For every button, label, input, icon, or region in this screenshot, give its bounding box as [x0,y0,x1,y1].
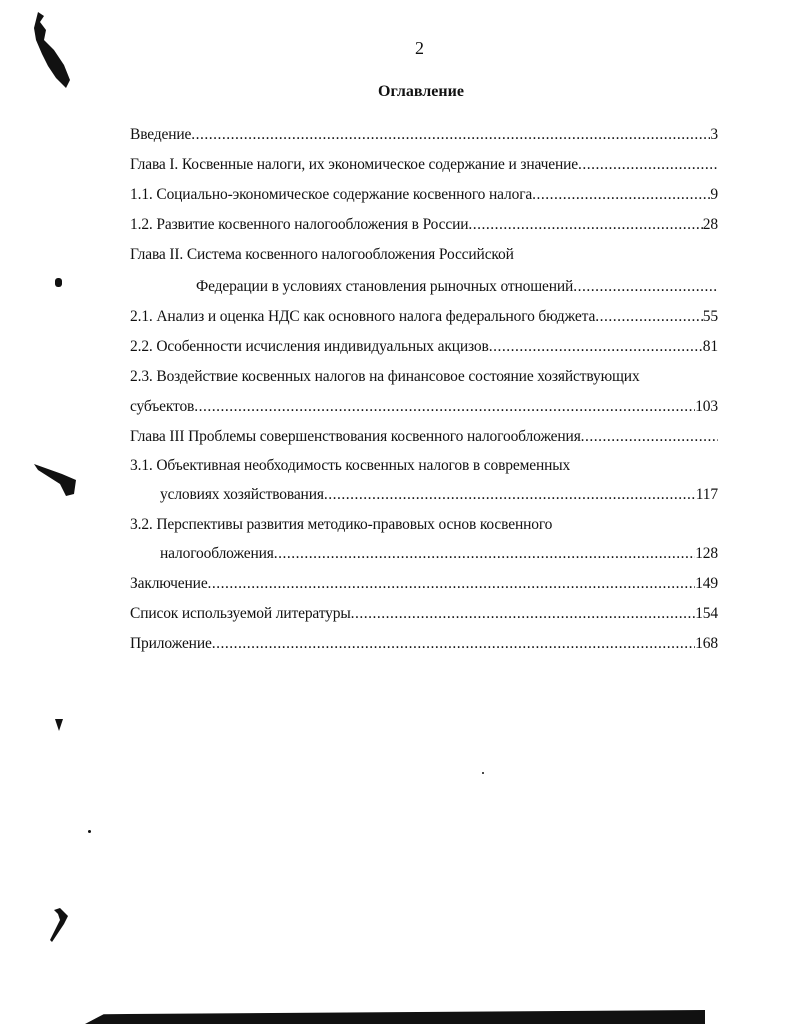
toc-entry-text: 2.1. Анализ и оценка НДС как основного налога федерального бюджета [130,308,596,325]
toc-entry-text: Список используемой литературы [130,605,351,622]
toc-entry-text: Глава III Проблемы совершенствования косвенного налогообложения [130,428,581,445]
toc-entry-text: Приложение [130,635,212,652]
toc-entry-2-3-cont [130,398,718,416]
toc-entry-2-2 [130,338,718,356]
toc-entry-page: 28 [702,216,718,233]
scan-artifact-bottom-edge [85,1010,705,1024]
toc-entry-text: Заключение [130,575,208,592]
toc-entry-3-2: 3.2. Перспективы развития методико-правовых основ косвенного [130,516,553,533]
toc-entry-3-1: 3.1. Объективная необходимость косвенных налогов в современных [130,457,571,474]
toc-entry-1-2 [130,216,718,234]
toc-entry-bibliography [130,605,718,623]
scan-artifact-speck [88,830,91,833]
toc-entry-1-1 [130,186,718,204]
toc-entry-text: 1.2. Развитие косвенного налогообложения в России [130,216,469,233]
toc-entry-page: 117 [695,486,718,503]
toc-entry-introduction [130,126,718,144]
toc-entry-3-2-cont [160,545,718,563]
scan-artifact-mark [54,718,64,732]
toc-entry-page: 3 [710,126,718,143]
toc-entry-3-1-cont [160,486,718,504]
toc-entry-page: 81 [702,338,718,355]
toc-entry-2-3: 2.3. Воздействие косвенных налогов на финансовое состояние хозяйствующих [130,368,640,385]
toc-entry-page: 103 [695,398,718,415]
toc-entry-page: 55 [702,308,718,325]
toc-entry-conclusion [130,575,718,593]
toc-entry-page: 128 [695,545,718,562]
toc-entry-chapter-3 [130,428,718,446]
toc-entry-text: условиях хозяйствования [160,486,324,503]
toc-entry-text: 2.2. Особенности исчисления индивидуальных акцизов [130,338,489,355]
toc-entry-text: Федерации в условиях становления рыночных отношений [196,278,574,295]
page-number: 2 [415,38,424,58]
scan-artifact-top-left [30,10,75,90]
toc-entry-page: 154 [695,605,718,622]
scan-artifact-speck [482,772,484,774]
toc-entry-page: 168 [695,635,718,652]
scan-artifact-arrow-left [32,460,80,500]
toc-entry-text: субъектов [130,398,195,415]
toc-entry-text: налогообложения [160,545,274,562]
toc-entry-page: 9 [710,186,718,203]
toc-entry-text: 1.1. Социально-экономическое содержание косвенного налога [130,186,533,203]
toc-entry-2-1 [130,308,718,326]
toc-entry-chapter-2-cont [196,278,718,296]
toc-entry-text: Введение [130,126,192,143]
toc-entry-page: 149 [695,575,718,592]
toc-entry-chapter-1 [130,156,718,174]
toc-entry-chapter-2: Глава II. Система косвенного налогообложения Российской [130,246,514,263]
toc-entry-text: Глава I. Косвенные налоги, их экономическое содержание и значение [130,156,579,173]
scan-artifact-dot [55,278,62,287]
toc-entry-appendix [130,635,718,653]
toc-title: Оглавление [378,83,464,100]
scan-artifact-slash [44,906,74,946]
